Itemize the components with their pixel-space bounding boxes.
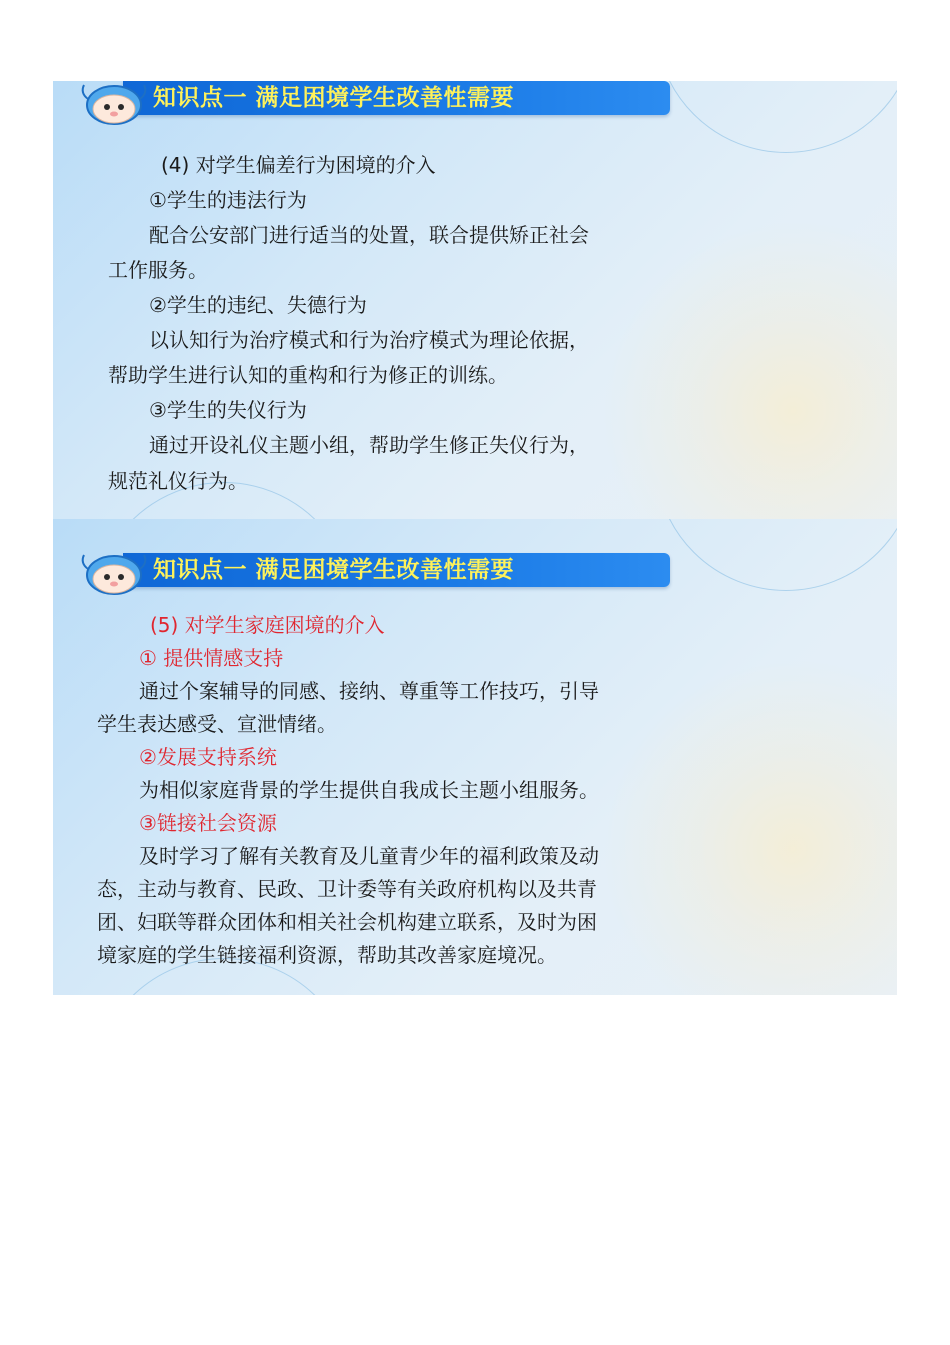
mascot-icon <box>78 543 150 597</box>
paragraph-line: 工作服务。 <box>108 258 208 282</box>
paragraph-line: 帮助学生进行认知的重构和行为修正的训练。 <box>108 363 508 387</box>
paragraph-line: 以认知行为治疗模式和行为治疗模式为理论依据， <box>149 328 589 352</box>
subheading: ②发展支持系统 <box>139 745 277 769</box>
decorative-arc <box>655 519 897 591</box>
paragraph-line: 团、妇联等群众团体和相关社会机构建立联系，及时为困 <box>97 910 597 934</box>
subheading: ① 提供情感支持 <box>139 646 284 670</box>
slide-header-title: 知识点一 满足困境学生改善性需要 <box>153 85 515 111</box>
paragraph-line: 态，主动与教育、民政、卫计委等有关政府机构以及共青 <box>97 877 597 901</box>
subheading: ①学生的违法行为 <box>149 188 307 212</box>
paragraph-line: 境家庭的学生链接福利资源，帮助其改善家庭境况。 <box>97 943 557 967</box>
paragraph-line: 通过个案辅导的同感、接纳、尊重等工作技巧，引导 <box>139 679 599 703</box>
subheading: ②学生的违纪、失德行为 <box>149 293 367 317</box>
subheading: ③学生的失仪行为 <box>149 398 307 422</box>
subheading: ③链接社会资源 <box>139 811 277 835</box>
slide-header-bar <box>123 553 670 587</box>
slide-2 <box>53 519 897 995</box>
decorative-arc <box>655 81 897 153</box>
paragraph-line: 及时学习了解有关教育及儿童青少年的福利政策及动 <box>139 844 599 868</box>
slide-header-bar <box>123 81 670 115</box>
section-heading: (5) 对学生家庭困境的介入 <box>150 613 385 637</box>
paragraph-line: 通过开设礼仪主题小组，帮助学生修正失仪行为， <box>149 433 589 457</box>
slide-header-title: 知识点一 满足困境学生改善性需要 <box>153 557 515 583</box>
section-heading: (4) 对学生偏差行为困境的介入 <box>161 153 436 177</box>
mascot-icon <box>78 81 150 127</box>
slide-1 <box>53 81 897 519</box>
paragraph-line: 学生表达感受、宣泄情绪。 <box>97 712 337 736</box>
paragraph-line: 为相似家庭背景的学生提供自我成长主题小组服务。 <box>139 778 599 802</box>
paragraph-line: 规范礼仪行为。 <box>108 469 248 493</box>
paragraph-line: 配合公安部门进行适当的处置，联合提供矫正社会 <box>149 223 589 247</box>
